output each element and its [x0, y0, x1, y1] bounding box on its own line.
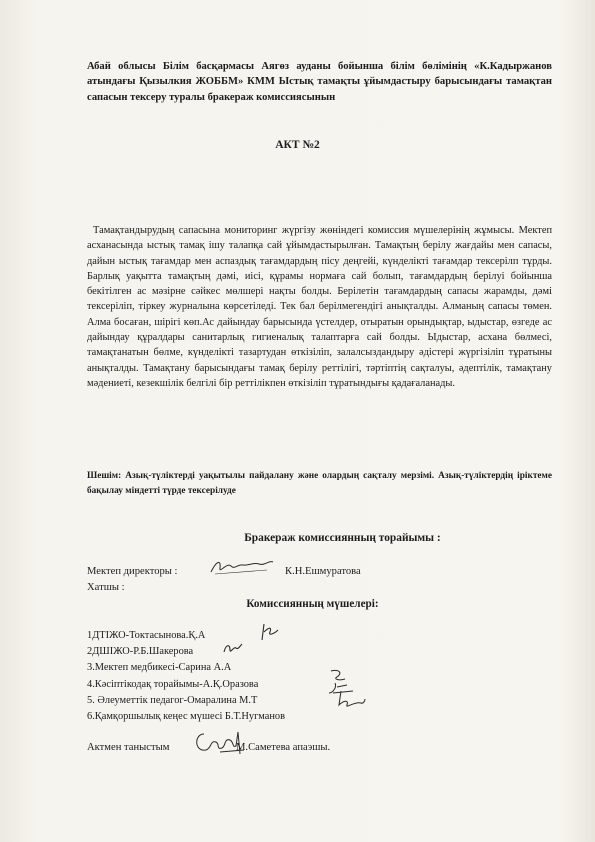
act-body-text: Тамақтандырудың сапасына мониторинг жүргізу жөніндегі комиссия мүшелерінің жұмысы. Мектеп асханасында ыстық тамақ ішу талапқа сай ұйымдастырылған. Тамақтың берілу жағдайы мен сапасы, дайын ыстық тағамдар мен аспаздық тағамдардың пісу деңгейі, күнделікті тағамдар тексерілп тұрды. Барлық уақытта тамақтың дәмі, иісі, құрамы нормаға сай болып, тағамдардың берілуі бойынша бекітілген ас мәзірне сәйкес мөлшері нақты болды. Берілетін тағамдардың сапасы жарамды, дәмі тексеріліп, тіркеу журналына көрсетіледі. Тек бал берілмегендігі анықталды. Алманың сапасы төмен. Алма босаған, шірігі көп.Ас дайындау барысында үстелдер, отыратын орындықтар, ыдыстар, өзгеде ас дайындау құралдары санитарлық гигиеналық талаптарға сай болды. Ыдыстар, асхана бөлмесі, тамақтанатын бөлме, күнделікті тазартудан өткізіліп, залалсыздандыру әдістері жүргізіліп тұратыны анықталды. Тамақтану барысындағы тамақ берілу реттілігі, тәртіптің сақталуы, әдептілік, тамақтану мәдениеті, кезекшілік белгілі бір реттілікпен өткізіліп тұратындығы қадағаланады. — [87, 225, 552, 389]
decision-label: Шешім: — [87, 471, 122, 481]
secretary-line — [87, 582, 125, 593]
director-label: Мектеп директоры : — [87, 566, 178, 577]
members-list — [87, 628, 285, 725]
decision-text: Азық-түліктерді уақытылы пайдалану және олардың сақталу мерзімі. Азық-түліктердің іріктеме бақылау міндетті түрде тексерілуде — [87, 471, 552, 496]
familiarized-label: Актмен таныстым — [87, 742, 170, 753]
director-signature — [207, 556, 277, 578]
member-item: 1ДТІЖО-Токтасынова.Қ.А — [87, 630, 206, 641]
decision-block — [87, 469, 552, 498]
familiarized-line — [87, 742, 331, 753]
commission-chair-title: Бракераж комиссиянның торайымы : — [244, 532, 441, 544]
member-signature — [222, 640, 244, 656]
director-name: К.Н.Ешмуратова — [285, 566, 361, 577]
member-item: 3.Мектеп медбикесі-Сарина А.А — [87, 662, 232, 674]
member-signature — [331, 687, 367, 709]
member-item: 6.Қамқоршылық кеңес мүшесі Б.Т.Нугманов — [87, 711, 285, 723]
familiarized-name: М.Саметева апаэшы. — [236, 742, 331, 753]
member-item: 4.Кәсіптікодақ торайымы-А.Қ.Оразова — [87, 678, 259, 690]
familiarized-signature — [190, 726, 246, 758]
secretary-label: Хатшы : — [87, 582, 125, 593]
act-title: АКТ №2 — [275, 139, 320, 151]
member-item: 5. Әлеуметтік педагог-Омаралина М.Т — [87, 694, 258, 706]
member-item: 2ДШІЖО-Р.Б.Шакерова — [87, 646, 194, 658]
document-header: Абай облысы Білім басқармасы Аягөз ауданы бойынша білім бөлімінің «К.Кадыржанов атындағы Қызылкия ЖОББМ» КММ Ыстық тамақты ұйымдастыру барысындағы тамақтан сапасын тексеру туралы бракераж комиссиясынын — [87, 61, 552, 103]
director-line — [87, 566, 361, 577]
members-title: Комиссиянның мүшелері: — [246, 598, 379, 610]
member-signature — [256, 620, 282, 642]
